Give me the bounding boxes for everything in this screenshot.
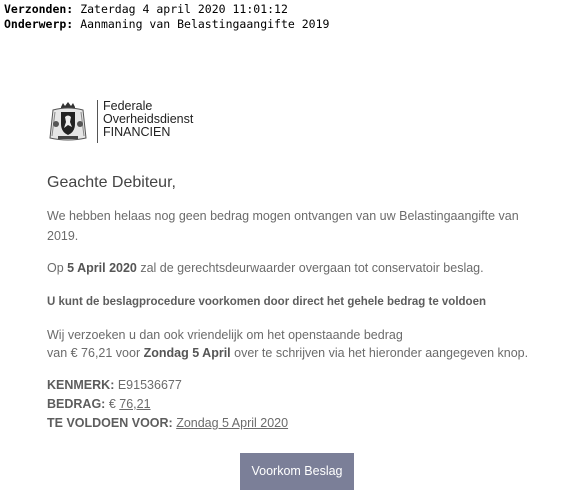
deadline-value-link[interactable]: Zondag 5 April 2020: [176, 416, 289, 430]
voorkom-beslag-button[interactable]: Voorkom Beslag: [240, 453, 354, 490]
seizure-date: 5 April 2020: [67, 261, 137, 275]
subject-row: [4, 17, 329, 32]
payment-details: [47, 376, 547, 433]
logo-line-1: Federale: [103, 99, 153, 113]
bedrag-row: [47, 395, 547, 414]
bedrag-currency: €: [108, 397, 116, 411]
sent-row: [4, 2, 329, 17]
kenmerk-value: E91536677: [117, 378, 182, 392]
paragraph-avoid-procedure: U kunt de beslagprocedure voorkomen door direct het gehele bedrag te voldoen: [47, 296, 486, 308]
kenmerk-row: [47, 376, 547, 395]
bedrag-label: BEDRAG:: [47, 397, 106, 411]
greeting: Geachte Debiteur,: [47, 174, 176, 191]
deadline-row: [47, 414, 547, 433]
payment-request-line-1: Wij verzoeken u dan ook vriendelijk om het openstaande bedrag: [47, 328, 403, 342]
seizure-text-pre: Op: [47, 261, 68, 275]
logo-line-3: FINANCIEN: [103, 125, 171, 139]
email-body: [47, 172, 547, 490]
cta-wrapper: [47, 453, 547, 490]
subject-value: Aanmaning van Belastingaangifte 2019: [80, 17, 330, 31]
logo-line-2: Overheidsdienst: [103, 112, 194, 126]
bedrag-value-link[interactable]: 76,21: [119, 397, 151, 411]
payment-request-pre: van € 76,21 voor: [47, 346, 144, 360]
logo-text: [103, 100, 193, 139]
paragraph-seizure-date: [47, 258, 547, 278]
sent-label: Verzonden:: [4, 2, 74, 16]
fod-financien-logo: [47, 96, 207, 146]
kenmerk-label: KENMERK:: [47, 378, 115, 392]
payment-deadline-day: Zondag 5 April: [143, 346, 231, 360]
email-header: [4, 2, 329, 32]
logo-divider: [97, 100, 98, 143]
deadline-label: TE VOLDOEN VOOR:: [47, 416, 173, 430]
subject-label: Onderwerp:: [4, 17, 74, 31]
paragraph-unpaid: We hebben helaas nog geen bedrag mogen ontvangen van uw Belastingaangifte van 2019.: [47, 209, 519, 243]
sent-value: Zaterdag 4 april 2020 11:01:12: [80, 2, 288, 16]
payment-request-post: over te schrijven via het hieronder aangegeven knop.: [230, 346, 529, 360]
paragraph-payment-request: [47, 326, 547, 362]
seizure-text-post: zal de gerechtsdeurwaarder overgaan tot conservatoir beslag.: [136, 261, 484, 275]
belgian-crest-icon: [47, 100, 89, 142]
